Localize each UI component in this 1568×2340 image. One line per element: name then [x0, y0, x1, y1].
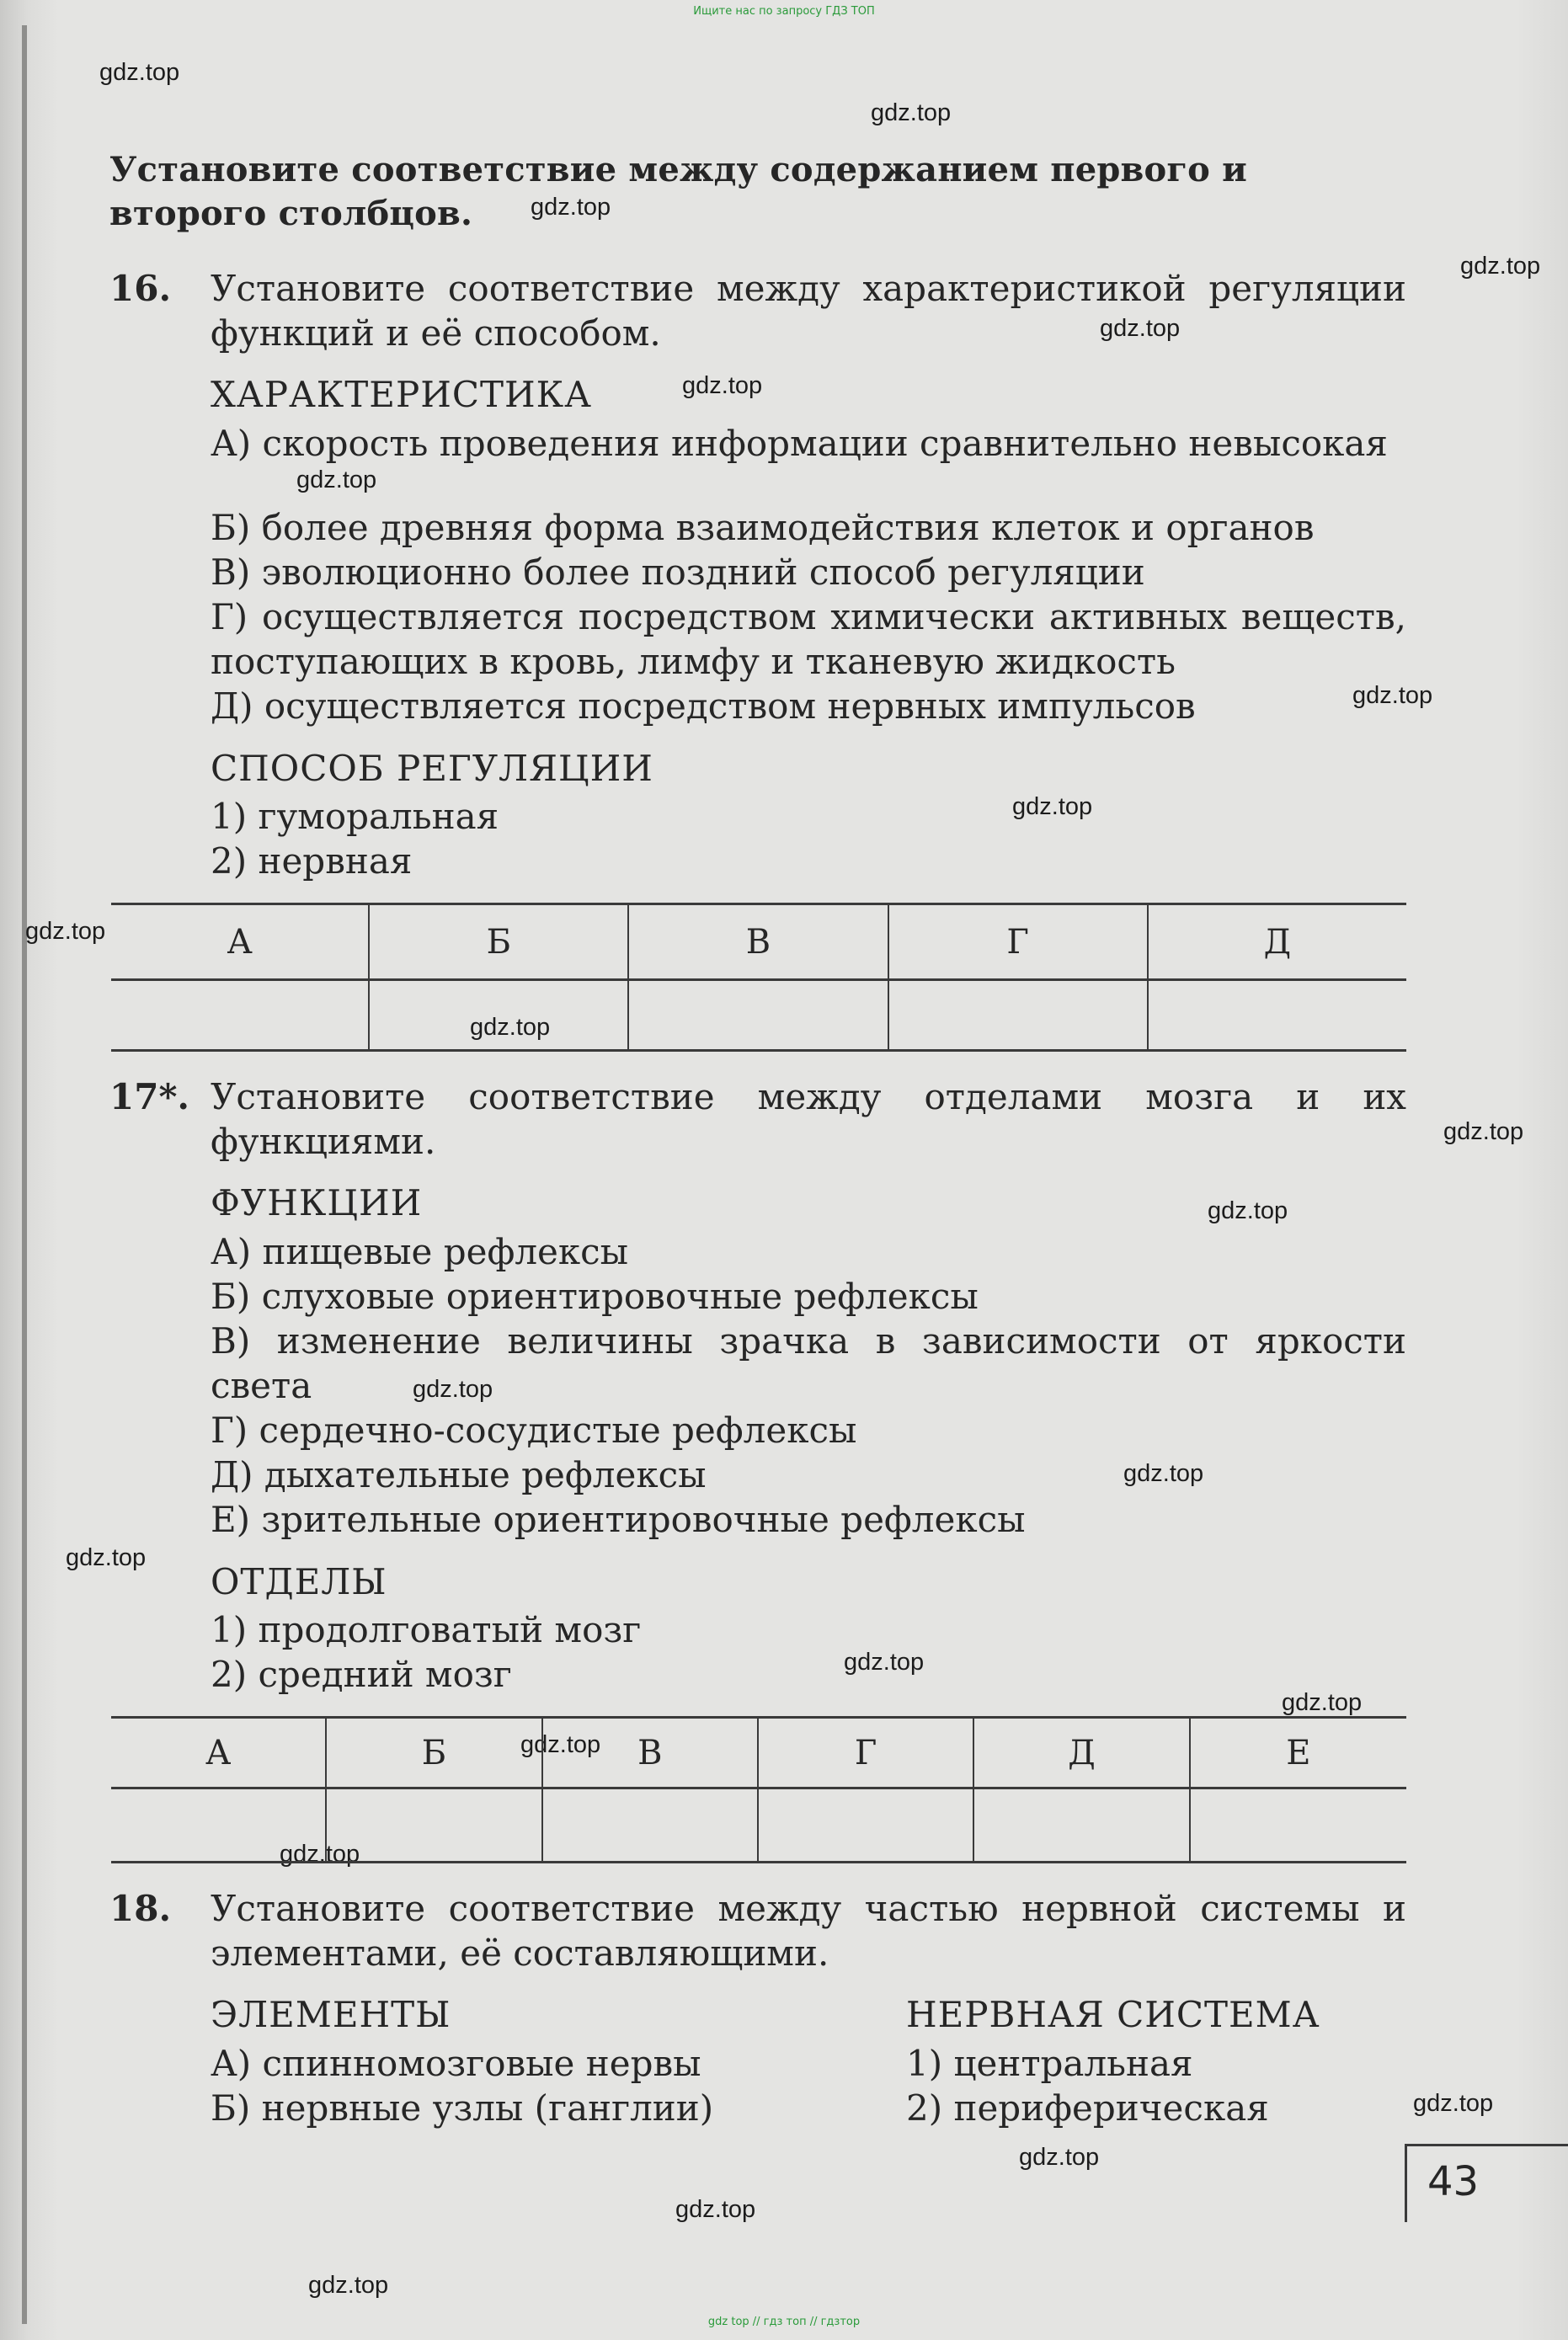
q16-method-header: СПОСОБ РЕГУЛЯЦИИ [211, 748, 653, 789]
q16-item: Г) осуществляется посредством химически активных веществ, поступающих в кровь, лимфу и тканевую жидкость [211, 596, 1406, 682]
q17-answer-cell[interactable] [973, 1788, 1189, 1863]
q18-number: 18. [109, 1888, 172, 1929]
q16-answer-cell[interactable] [369, 980, 628, 1051]
q16-answer-cell[interactable] [888, 980, 1148, 1051]
watermark: gdz.top [1012, 793, 1093, 820]
q17-answer-cell[interactable] [758, 1788, 973, 1863]
q17-item: В) изменение величины зрачка в зависимости от яркости света [211, 1320, 1406, 1406]
watermark: gdz.top [1352, 682, 1433, 709]
watermark: gdz.top [1208, 1197, 1288, 1224]
q16-item: А) скорость проведения информации сравнительно невысокая [211, 423, 1388, 464]
q18-nervous-system-header: НЕРВНАЯ СИСТЕМА [906, 1994, 1320, 2035]
q17-answer-table [111, 1716, 1406, 1863]
watermark: gdz.top [520, 1731, 601, 1758]
q16-option: 1) гуморальная [211, 796, 499, 837]
q16-col-header: А [111, 904, 369, 980]
section-instruction: Установите соответствие между содержанием первого и второго столбцов. [109, 150, 1248, 233]
q16-number: 16. [109, 268, 172, 309]
watermark: gdz.top [1443, 1118, 1524, 1145]
watermark: gdz.top [1460, 253, 1541, 280]
q17-answer-cell[interactable] [542, 1788, 758, 1863]
q17-item: Е) зрительные ориентировочные рефлексы [211, 1499, 1026, 1540]
q17-item: Г) сердечно-сосудистые рефлексы [211, 1410, 857, 1451]
q17-text: Установите соответствие между отделами мозга и их функциями. [211, 1076, 1406, 1162]
q16-answer-cell[interactable] [1148, 980, 1406, 1051]
page-number-box [1405, 2144, 1568, 2222]
watermark: gdz.top [470, 1014, 551, 1041]
q18-item: А) спинномозговые нервы [211, 2043, 701, 2084]
q17-number: 17*. [109, 1076, 190, 1117]
q16-col-header: Б [369, 904, 628, 980]
watermark: gdz.top [296, 466, 377, 493]
q17-col-header: В [542, 1718, 758, 1788]
q16-item: Б) более древняя форма взаимодействия клеток и органов [211, 507, 1315, 548]
q17-answer-cell[interactable] [326, 1788, 541, 1863]
q17-col-header: Г [758, 1718, 973, 1788]
q16-answer-cell[interactable] [111, 980, 369, 1051]
q17-option: 2) средний мозг [211, 1654, 512, 1695]
q18-item: Б) нервные узлы (ганглии) [211, 2087, 714, 2129]
watermark: gdz.top [413, 1376, 493, 1403]
book-spine [22, 25, 27, 2324]
watermark: gdz.top [1019, 2144, 1100, 2171]
q18-option: 1) центральная [906, 2043, 1193, 2084]
watermark: gdz.top [1123, 1460, 1204, 1487]
watermark: gdz.top [531, 194, 611, 221]
watermark: gdz.top [308, 2272, 389, 2299]
watermark: gdz.top [99, 59, 180, 86]
q17-col-header: Д [973, 1718, 1189, 1788]
watermark: gdz.top [25, 918, 106, 945]
watermark: gdz.top [675, 2196, 756, 2223]
q16-text: Установите соответствие между характеристикой регуляции функций и её способом. [211, 268, 1406, 354]
watermark: gdz.top [871, 99, 952, 126]
q17-item: Д) дыхательные рефлексы [211, 1454, 707, 1495]
q17-answer-cell[interactable] [1190, 1788, 1406, 1863]
q17-item: Б) слуховые ориентировочные рефлексы [211, 1276, 979, 1317]
watermark: gdz.top [682, 372, 763, 399]
q17-col-header: Б [326, 1718, 541, 1788]
watermark: gdz.top [844, 1649, 925, 1676]
q16-answer-cell[interactable] [628, 980, 888, 1051]
watermark: gdz.top [280, 1841, 360, 1868]
q16-answer-table [111, 903, 1406, 1052]
q17-col-header: Е [1190, 1718, 1406, 1788]
q16-col-header: Г [888, 904, 1148, 980]
q17-answer-cell[interactable] [111, 1788, 326, 1863]
q17-item: А) пищевые рефлексы [211, 1231, 629, 1272]
q18-option: 2) периферическая [906, 2087, 1269, 2129]
q18-elements-header: ЭЛЕМЕНТЫ [211, 1994, 451, 2035]
page-number: 43 [1427, 2158, 1480, 2205]
watermark: gdz.top [1282, 1689, 1363, 1716]
watermark: gdz.top [1100, 315, 1181, 342]
q17-col-header: А [111, 1718, 326, 1788]
q17-functions-header: ФУНКЦИИ [211, 1182, 423, 1223]
watermark: gdz.top [66, 1544, 147, 1571]
q18-text: Установите соответствие между частью нервной системы и элементами, её составляющими. [211, 1888, 1406, 1974]
q16-option: 2) нервная [211, 840, 413, 882]
q17-option: 1) продолговатый мозг [211, 1609, 642, 1650]
site-banner[interactable]: Ищите нас по запросу ГДЗ ТОП [693, 5, 875, 18]
watermark: gdz.top [1413, 2090, 1494, 2117]
q16-col-header: В [628, 904, 888, 980]
q16-item: Д) осуществляется посредством нервных импульсов [211, 685, 1196, 727]
q16-col-header: Д [1148, 904, 1406, 980]
footer-banner[interactable]: gdz top // гдз топ // гдзтор [707, 2316, 861, 2328]
q16-characteristic-header: ХАРАКТЕРИСТИКА [211, 374, 592, 415]
q16-item: В) эволюционно более поздний способ регуляции [211, 552, 1145, 593]
q17-sections-header: ОТДЕЛЫ [211, 1561, 387, 1602]
